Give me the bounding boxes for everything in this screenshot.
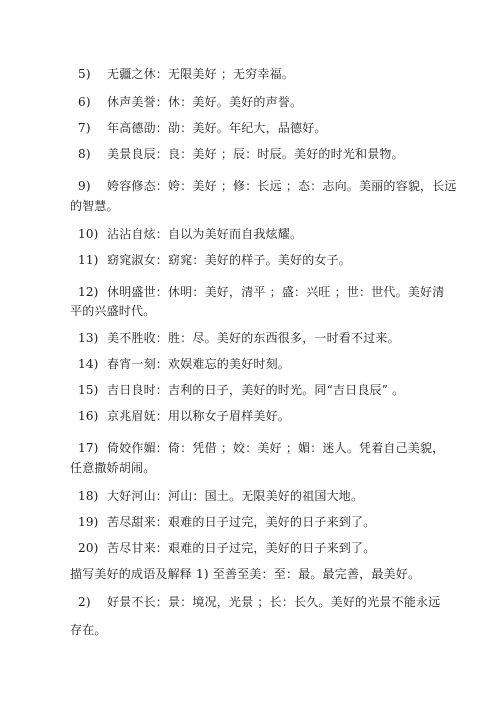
entry-text: 无疆之休：无限美好 ；无穷幸福。: [107, 67, 295, 81]
entry-number: 8): [78, 147, 91, 161]
entry-number: 18): [78, 489, 99, 503]
idiom-entry: [78, 382, 404, 398]
idiom-entry: [78, 594, 440, 610]
entry-number: 2): [78, 595, 91, 609]
entry-continuation: 平的兴盛时代。: [70, 304, 156, 318]
idiom-entry: [78, 284, 444, 300]
entry-number: 16): [78, 409, 99, 423]
entry-text: 年高德劭：劭：美好。年纪大，品德好。: [107, 121, 327, 135]
entry-number: 6): [78, 95, 91, 109]
entry-number: 9): [78, 179, 91, 193]
entry-number: 11): [78, 253, 99, 267]
entry-continuation: 的智慧。: [70, 199, 119, 213]
entry-number: 7): [78, 121, 91, 135]
entry-text: 倚姣作媚：倚：凭借 ；姣：美好 ；媚：迷人。凭着自己美貌，: [107, 441, 445, 455]
entry-text: 大好河山：河山：国土。无限美好的祖国大地。: [107, 489, 364, 503]
idiom-entry: [78, 330, 400, 346]
entry-text: 苦尽甘来：艰难的日子过完，美好的日子来到了。: [107, 541, 376, 555]
entry-text: 苦尽甜来：艰难的日子过完，美好的日子来到了。: [107, 515, 376, 529]
entry-text: 京兆眉妩：用以称女子眉样美好。: [107, 409, 291, 423]
entry-text: 休明盛世：休明：美好，清平 ；盛：兴旺 ；世：世代。美好清: [107, 285, 445, 299]
idiom-entry: [78, 94, 302, 110]
entry-number: 13): [78, 331, 99, 345]
idiom-entry: [78, 488, 363, 504]
idiom-entry: [78, 66, 294, 82]
entry-text: 沾沾自炫：自以为美好而自我炫耀。: [107, 227, 303, 241]
entry-number: 5): [78, 67, 91, 81]
idiom-entry: [78, 226, 302, 242]
entry-text: 好景不长：景：境况，光景 ；长：长久。美好的光景不能永远: [107, 595, 441, 609]
entry-number: 19): [78, 515, 99, 529]
entry-number: 10): [78, 227, 99, 241]
entry-text: 美不胜收：胜：尽。美好的东西很多，一时看不过来。: [107, 331, 400, 345]
entry-text: 姱容修态：姱：美好 ；修：长远 ；态：志向。美丽的容貌，长远: [107, 179, 457, 193]
entry-continuation: 存在。: [70, 623, 107, 637]
idiom-entry: [78, 252, 351, 268]
entry-number: 12): [78, 285, 99, 299]
idiom-entry: [78, 540, 375, 556]
entry-number: 17): [78, 441, 99, 455]
entry-continuation: 任意撒娇胡闹。: [70, 461, 156, 475]
idiom-entry: [78, 440, 444, 456]
entry-number: 15): [78, 383, 99, 397]
idiom-entry: [78, 356, 290, 372]
entry-text: 春宵一刻：欢娱难忘的美好时刻。: [107, 357, 291, 371]
section-intro: 描写美好的成语及解释 1) 至善至美：至：最。最完善，最美好。: [70, 567, 421, 581]
idiom-entry: [78, 514, 375, 530]
entry-number: 14): [78, 357, 99, 371]
idiom-entry: [78, 178, 457, 194]
entry-text: 休声美誉：休：美好。美好的声誉。: [107, 95, 303, 109]
idiom-entry: [78, 120, 327, 136]
entry-text: 美景良辰：良：美好 ；辰：时辰。美好的时光和景物。: [107, 147, 404, 161]
entry-number: 20): [78, 541, 99, 555]
entry-text: 窈窕淑女：窈窕：美好的样子。美好的女子。: [107, 253, 352, 267]
entry-text: 吉日良时：吉利的日子，美好的时光。同“吉日良辰” 。: [107, 383, 405, 397]
idiom-entry: [78, 408, 290, 424]
idiom-entry: [78, 146, 404, 162]
